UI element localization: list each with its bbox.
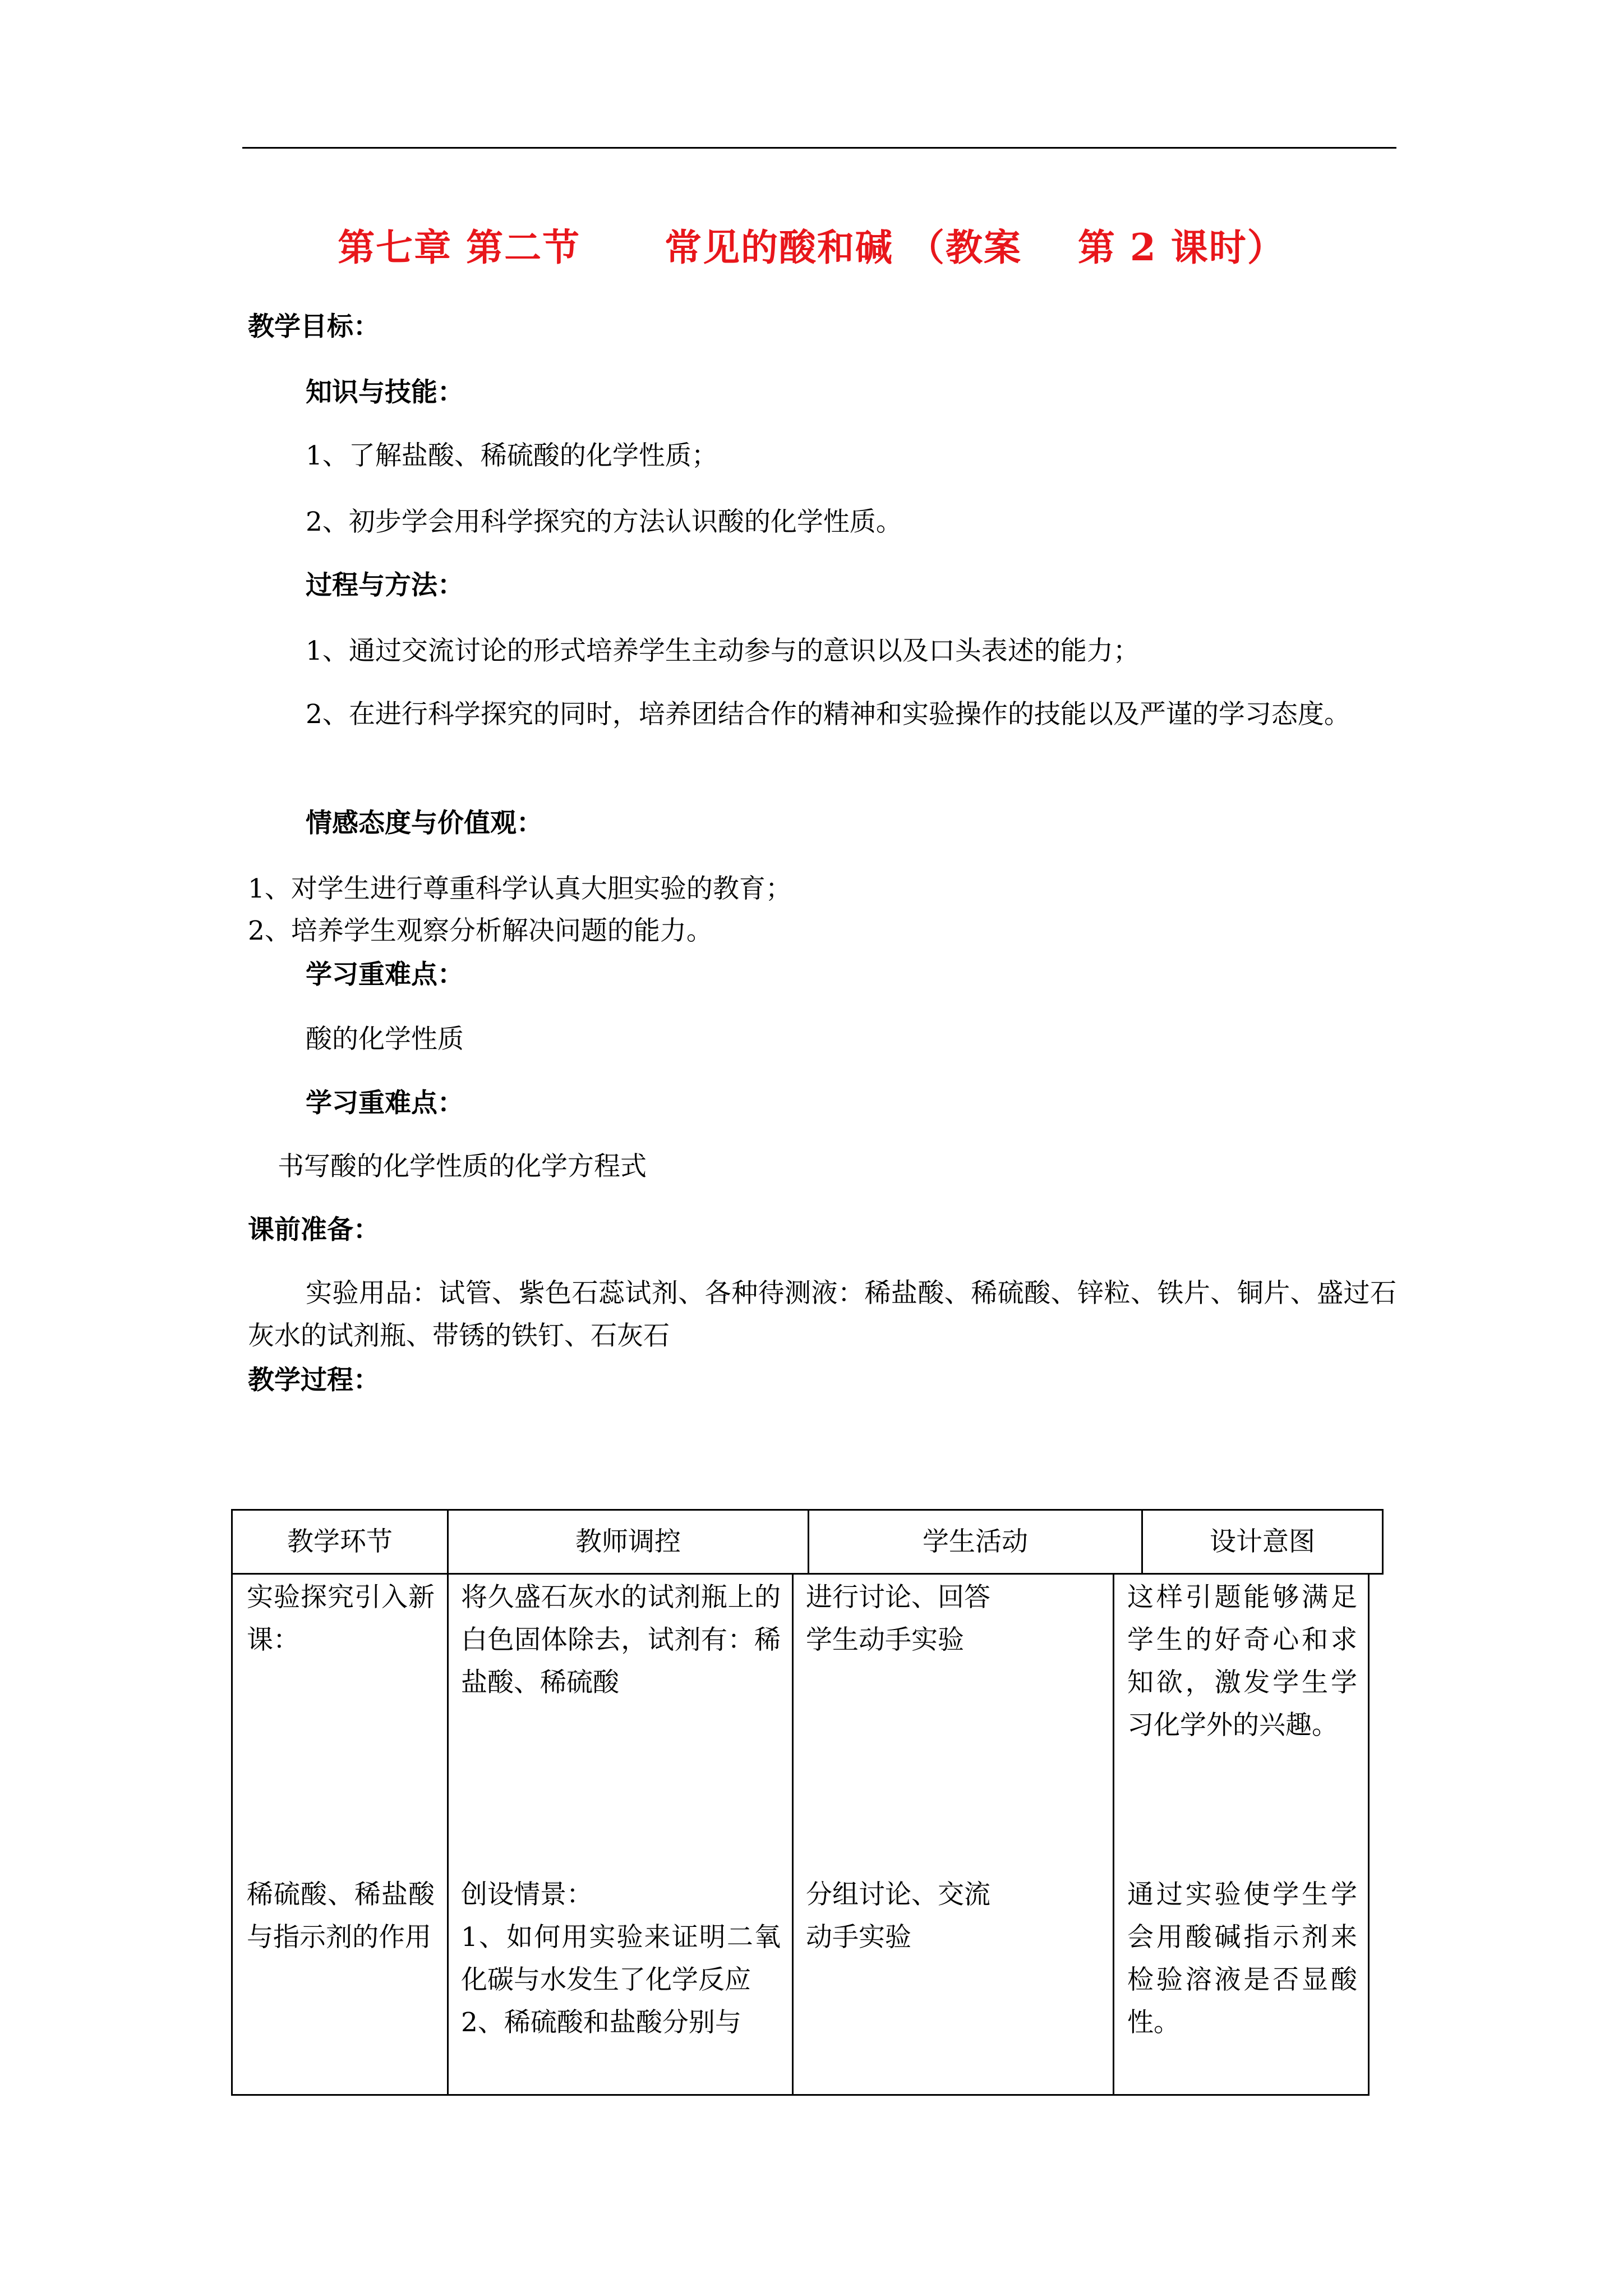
table-row-1-intent: 这样引题能够满足学生的好奇心和求知欲，激发学生学习化学外的兴趣。 — [1127, 1582, 1357, 1741]
prep-heading: 课前准备： — [248, 1214, 380, 1245]
table-row-2-teacher — [461, 1874, 781, 2044]
table-row-1-stage: 实验探究引入新课： — [247, 1582, 435, 1655]
table-row-2-student-1: 分组讨论、交流 — [806, 1879, 990, 1910]
objectives-heading: 教学目标： — [248, 311, 380, 342]
key-text-1: 酸的化学性质 — [306, 1024, 464, 1055]
process-item-2: 2、在进行科学探究的同时，培养团结合作的精神和实验操作的技能以及严谨的学习态度。 — [306, 699, 1350, 730]
emotion-item-2: 2、培养学生观察分析解决问题的能力。 — [248, 915, 713, 946]
table-row-2-teacher-3: 2、稀硫酸和盐酸分别与 — [461, 2007, 741, 2038]
table-row-1-student-2: 学生动手实验 — [806, 1625, 964, 1655]
knowledge-heading: 知识与技能： — [306, 377, 464, 408]
table-row-2-student — [806, 1874, 1103, 1959]
table-row-2-teacher-2: 1、如何用实验来证明二氧化碳与水发生了化学反应 — [461, 1922, 781, 1995]
key-text-2: 书写酸的化学性质的化学方程式 — [278, 1151, 647, 1182]
knowledge-item-2: 2、初步学会用科学探究的方法认识酸的化学性质。 — [306, 507, 902, 537]
table-row-1-student — [806, 1576, 1103, 1662]
table-row-2-stage: 稀硫酸、稀盐酸与指示剂的作用 — [247, 1879, 435, 1953]
emotion-heading: 情感态度与价值观： — [306, 808, 543, 839]
process-item-1: 1、通过交流讨论的形式培养学生主动参与的意识以及口头表述的能力； — [306, 636, 1140, 666]
table-row-1-teacher: 将久盛石灰水的试剂瓶上的白色固体除去，试剂有：稀盐酸、稀硫酸 — [461, 1582, 781, 1698]
header-rule — [242, 147, 1396, 149]
table-row-2-teacher-1: 创设情景： — [461, 1879, 593, 1910]
table-header-teacher: 教师调控 — [575, 1526, 681, 1557]
key-heading-1: 学习重难点： — [306, 959, 464, 990]
process-heading: 过程与方法： — [306, 570, 464, 601]
teaching-process-heading: 教学过程： — [248, 1365, 380, 1396]
knowledge-item-1: 1、了解盐酸、稀硫酸的化学性质； — [306, 440, 718, 471]
prep-text: 实验用品：试管、紫色石蕊试剂、各种待测液：稀盐酸、稀硫酸、锌粒、铁片、铜片、盛过石灰水的试剂瓶、带锈的铁钉、石灰石 — [248, 1278, 1396, 1351]
table-row-2-intent: 通过实验使学生学会用酸碱指示剂来检验溶液是否显酸性。 — [1127, 1879, 1357, 2038]
table-header-stage: 教学环节 — [287, 1526, 393, 1557]
table-header-student: 学生活动 — [923, 1526, 1028, 1557]
table-header-intent: 设计意图 — [1210, 1526, 1315, 1557]
emotion-item-1: 1、对学生进行尊重科学认真大胆实验的教育； — [248, 873, 792, 904]
page-title: 第七章 第二节 常见的酸和碱 （教案 第 2 课时） — [338, 226, 1285, 269]
table-row-1-student-1: 进行讨论、回答 — [806, 1582, 990, 1613]
table-row-2-student-2: 动手实验 — [806, 1922, 911, 1953]
key-heading-2: 学习重难点： — [306, 1088, 464, 1119]
